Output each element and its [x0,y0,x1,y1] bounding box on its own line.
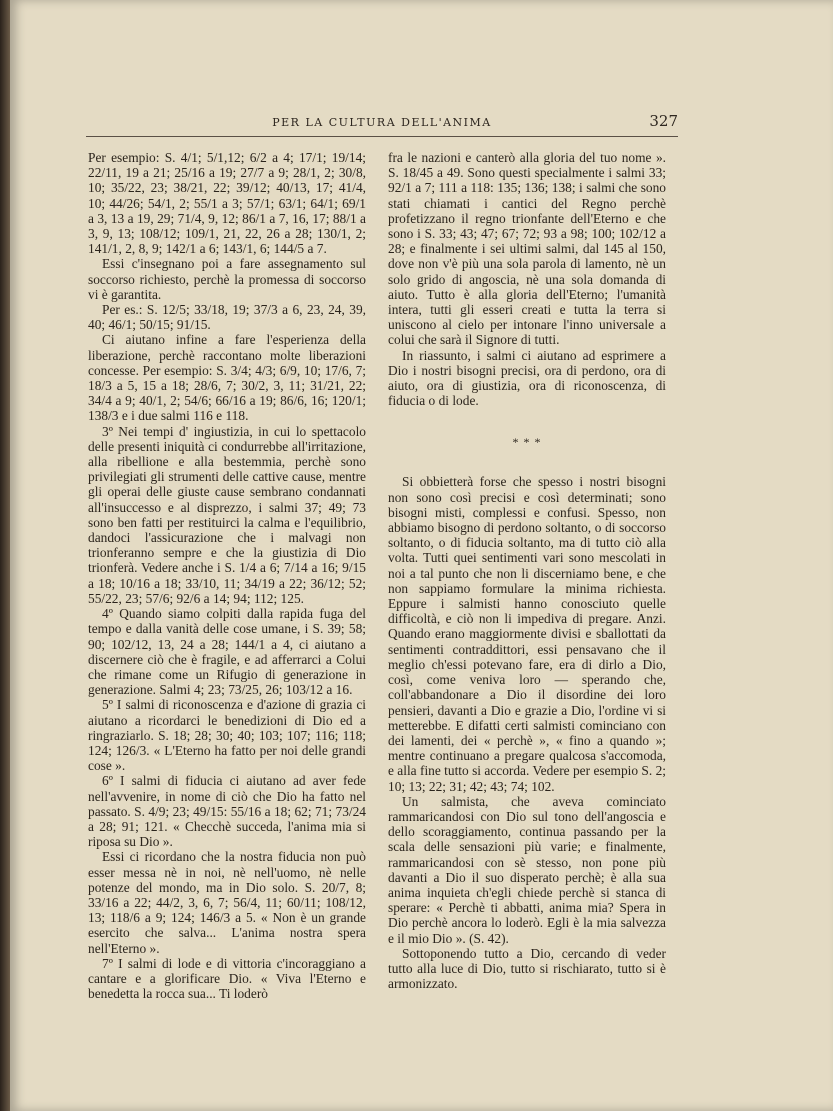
book-spine-shadow [0,0,10,1111]
paragraph: fra le nazioni e canterò alla gloria del tuo nome ». S. 18/45 a 49. Sono questi specialmente i salmi 33; 92/1 a 7; 111 a 118: 135; 136; 138; i salmi che sono stati chiamati i cantici del Regno perchè profetizzano il regno trionfante dell'Eterno e che sono i S. 33; 43; 47; 67; 72; 93 a 98; 100; 102/12 a 28; e finalmente i sei ultimi salmi, dal 145 al 150, dove non v'è più una sola parola di lamento, nè un solo grido di angoscia, nè una sola domanda di aiuto. Tutto è alla gloria dell'Eterno; l'umanità intera, tutti gli esseri creati e tutta la terra si uniscono al cielo per intonare l'inno universale a colui che sarà il Signore di tutti. [388,150,666,348]
paragraph: In riassunto, i salmi ci aiutano ad esprimere a Dio i nostri bisogni precisi, ora di perdono, ora di aiuto, ora di giustizia, ora di riconoscenza, di fiducia o di lode. [388,347,666,409]
left-column [88,150,366,1001]
paragraph: 7º I salmi di lode e di vittoria c'incoraggiano a cantare e a glorificare Dio. « Viva l'Eterno e benedetta la rocca sua... Ti loderò [88,955,366,1002]
section-separator: * * * [512,435,542,450]
page-header [86,114,678,137]
running-head: PER LA CULTURA DELL'ANIMA [272,116,492,129]
paragraph: Sottoponendo tutto a Dio, cercando di veder tutto alla luce di Dio, tutto si rischiarato, tutto si è armonizzato. [388,945,666,992]
paragraph: Per esempio: S. 4/1; 5/1,12; 6/2 a 4; 17/1; 19/14; 22/11, 19 a 21; 25/16 a 19; 27/7 a 9; 28/1, 2; 30/8, 10; 35/22, 23; 38/21, 22; 39/12; 40/13, 17; 41/4, 10; 44/26; 54/1, 2; 55/1 a 3; 57/1; 63/1; 64/1; 69/1 a 3, 13 a 19, 29; 71/4, 9, 12; 86/1 a 7, 16, 17; 88/1 a 3, 9, 13; 108/12; 109/1, 21, 22, 26 a 28; 130/1, 2; 141/1, 2, 8, 9; 142/1 a 6; 143/1, 6; 144/5 a 7. [88,150,366,257]
paragraph: 5º I salmi di riconoscenza e d'azione di grazia ci aiutano a ricordarci le benedizioni di Dio ed a ringraziarlo. S. 18; 28; 30; 40; 103; 107; 116; 118; 124; 126/3. « L'Eterno ha fatto per noi delle grandi cose ». [88,697,366,774]
paragraph: Essi c'insegnano poi a fare assegnamento sul soccorso richiesto, perchè la promessa di soccorso vi è garantita. [88,256,366,302]
paragraph: Si obbietterà forse che spesso i nostri bisogni non sono così precisi e così determinati; sono bisogni misti, complessi e confusi. Spesso, non abbiamo bisogno di perdono soltanto, o di soccorso soltanto, o di fiducia soltanto, ma di tutto ciò alla volta. Tutti quei sentimenti vari sono mescolati in noi a tal punto che non li discerniamo bene, e che non sappiamo formulare la minima richiesta. Eppure i salmisti hanno conosciuto quelle difficoltà, e ciò non li impediva di pregare. Anzi. Quando erano maggiormente divisi e sballottati da sentimenti contraddittori, essi pensavano che il meglio ch'essi potevano fare, era di dirlo a Dio, così, come veniva loro — sperando che, coll'abbandonare a Dio il disordine dei loro pensieri, davanti a Dio e grazie a Dio, l'ordine vi si metterebbe. E difatti certi salmisti cominciano con dei lamenti, dei « perchè », « fino a quando »; mentre continuano a pregare qualcosa s'accomoda, e alla fine tutto si accorda. Vedere per esempio S. 2; 10; 13; 22; 31; 42; 43; 74; 102. [388,474,666,794]
right-column [388,150,666,991]
paragraph: Essi ci ricordano che la nostra fiducia non può esser messa nè in noi, nè nell'uomo, nè nelle potenze del mondo, ma in Dio solo. S. 20/7, 8; 33/16 a 22; 44/2, 3, 6, 7; 56/4, 11; 60/11; 108/12, 13; 118/6 a 9; 124; 146/3 a 5. « Non è un grande esercito che salva... L'anima nostra spera nell'Eterno ». [88,849,366,956]
paragraph: 4º Quando siamo colpiti dalla rapida fuga del tempo e dalla vanità delle cose umane, i S. 39; 58; 90; 102/12, 13, 24 a 28; 144/1 a 4, ci aiutano a discernere ciò che è fragile, e ad afferrarci a Colui che rimane come un Rifugio di generazione in generazione. Salmi 4; 23; 73/25, 26; 103/12 a 16. [88,606,366,698]
page-number: 327 [649,112,678,130]
paragraph: Per es.: S. 12/5; 33/18, 19; 37/3 a 6, 23, 24, 39, 40; 46/1; 50/15; 91/15. [88,302,366,333]
paragraph: Ci aiutano infine a fare l'esperienza della liberazione, perchè raccontano molte liberazioni concesse. Per esempio: S. 3/4; 4/3; 6/9, 10; 17/6, 7; 18/3 a 5, 15 a 18; 28/6, 7; 30/2, 3, 11; 31/21, 22; 34/4 a 9; 40/1, 2; 54/6; 66/16 a 19; 86/6, 16; 120/1; 138/3 e i due salmi 116 e 118. [88,332,366,424]
paragraph: 3º Nei tempi d' ingiustizia, in cui lo spettacolo delle presenti iniquità ci condurrebbe all'irritazione, alla ribellione e alla bestemmia, perchè sono privilegiati gli strumenti delle cattive cause, mentre gli operai delle giuste cause sembrano condannati all'insuccesso e al disprezzo, i salmi 37; 49; 73 sono ben fatti per restituirci la calma e l'equilibrio, dandoci l'assicurazione che i malvagi non trionferanno sempre e che la giustizia di Dio trionferà. Vedere anche i S. 1/4 a 6; 7/14 a 16; 9/15 a 18; 10/16 a 18; 33/10, 11; 34/19 a 22; 36/12; 52; 55/22, 23; 57/6; 92/6 a 14; 94; 112; 125. [88,423,366,606]
paragraph: Un salmista, che aveva cominciato rammaricandosi con Dio sul tono dell'angoscia e dello scoraggiamento, continua passando per la scala delle sensazioni più varie; e finalmente, rammaricandosi con sè stesso, non pone più davanti a Dio il suo disperato perchè; è alla sua anima inquieta ch'egli chiede perchè si stanca di sperare: « Perchè ti abbatti, anima mia? Spera in Dio perchè ancora lo loderò. Egli è la mia salvezza e il mio Dio ». (S. 42). [388,793,666,946]
paragraph: 6º I salmi di fiducia ci aiutano ad aver fede nell'avvenire, in nome di ciò che Dio ha fatto nel passato. S. 4/9; 23; 49/15: 55/16 a 18; 62; 71; 73/24 a 28; 91; 121. « Checchè succeda, l'anima mia si riposa su Dio ». [88,773,366,850]
